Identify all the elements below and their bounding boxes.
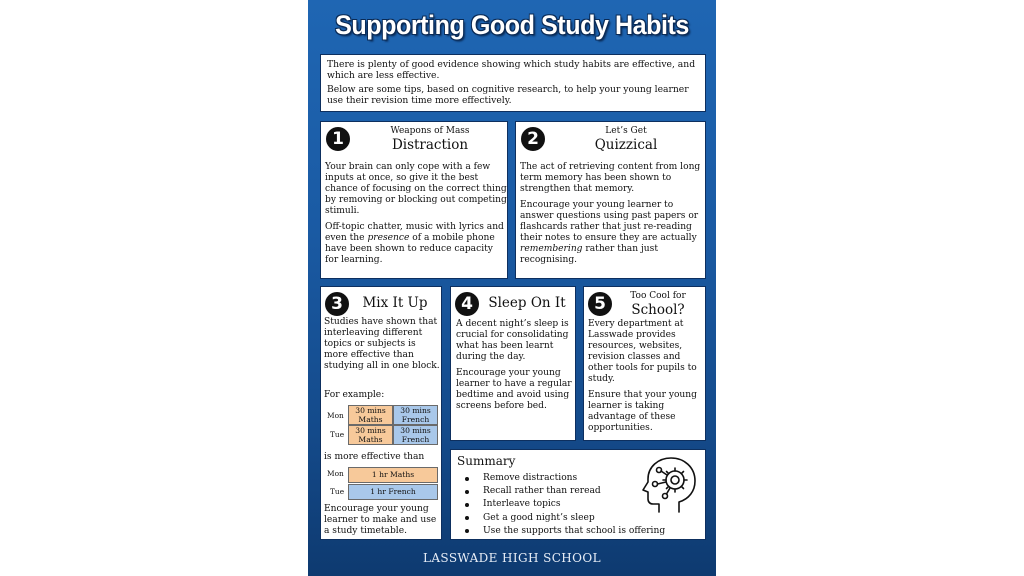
school-name: LASSWADE HIGH SCHOOL (422, 551, 602, 565)
summary-item (461, 525, 665, 538)
tip-2-text-a: Encourage your young learner to answer questions using past papers or flashcards rather that just re-reading their notes to ensure they are actually (520, 200, 699, 243)
tip-1-emphasis: presence (367, 233, 410, 243)
timetable-day-tue: Tue (330, 487, 345, 496)
bullet-icon (465, 490, 469, 494)
timetable-cell: 30 mins Maths (348, 425, 393, 445)
tip-2-text-b: rather than just recognising. (520, 244, 658, 265)
tip-4-box (450, 286, 576, 441)
timetable-day-mon: Mon (327, 411, 344, 420)
tip-2-heading: Quizzical (594, 137, 658, 153)
intro-paragraph-2: Below are some tips, based on cognitive research, to help your young learner use their revision time more effectively. (327, 84, 689, 106)
summary-item-text: Remove distractions (483, 473, 578, 483)
comparison-label: is more effective than (324, 452, 425, 462)
bullet-icon (465, 529, 469, 533)
tip-1-text-b: of a mobile phone have been shown to reduce capacity for learning. (325, 233, 495, 265)
tip-1-small-heading: Weapons of Mass (390, 126, 470, 136)
tip-1-text-a: Off-topic chatter, music with lyrics and even the (325, 222, 504, 243)
summary-item-text: Interleave topics (483, 499, 561, 510)
poster (308, 0, 716, 576)
intro-box (320, 54, 706, 112)
number-4-icon: 4 (455, 292, 479, 316)
tip-5-paragraph-2: Ensure that your young learner is taking advantage of these opportunities. (588, 390, 697, 433)
tip-2-paragraph-2 (520, 200, 704, 266)
tip-5-paragraph-1: Every department at Lasswade provides resources, websites, revision classes and other tools for pupils to study. (588, 319, 697, 384)
tip-1-paragraph-2 (325, 222, 507, 266)
tip-4-paragraph-1: A decent night’s sleep is crucial for consolidating what has been learnt during the day. (456, 319, 569, 362)
tip-4-heading: Sleep On It (488, 295, 566, 311)
tip-5-heading: School? (631, 302, 685, 318)
summary-item (461, 472, 665, 485)
timetable-day-tue: Tue (330, 430, 345, 439)
number-3-icon: 3 (325, 292, 349, 316)
tip-1-paragraph-1: Your brain can only cope with a few inputs at once, so give it the best chance of focusing on the correct thing by removing or blocking out competing stimuli. (325, 162, 507, 216)
tip-5-small-heading: Too Cool for (630, 291, 686, 301)
for-example-label: For example: (324, 390, 385, 400)
head-gears-icon (639, 454, 701, 516)
bullet-icon (465, 516, 469, 520)
tip-2-body (520, 162, 704, 271)
summary-title: Summary (457, 454, 516, 468)
tip-2-box (515, 121, 706, 279)
timetable-cell: 30 mins French (393, 405, 438, 425)
bullet-icon (465, 477, 469, 481)
tip-1-heading: Distraction (391, 137, 469, 153)
tip-2-paragraph-1: The act of retrieving content from long term memory has been shown to strengthen that memory. (520, 162, 701, 194)
poster-title: Supporting Good Study Habits (335, 10, 689, 40)
number-2-icon: 2 (521, 127, 545, 151)
summary-list (461, 472, 665, 538)
tip-5-body (588, 319, 704, 439)
timetable-cell: 1 hr Maths (348, 467, 438, 483)
timetable-day-mon: Mon (327, 469, 344, 478)
tip-3-paragraph-1: Studies have shown that interleaving different topics or subjects is more effective than studying all in one block. (324, 317, 440, 371)
summary-item-text: Get a good night’s sleep (483, 512, 595, 523)
tip-3-heading: Mix It Up (362, 295, 428, 311)
tip-1-box (320, 121, 508, 279)
tip-3-box (320, 286, 442, 540)
number-1-icon: 1 (326, 127, 350, 151)
tip-5-box (583, 286, 706, 441)
timetable-cell: 30 mins French (393, 425, 438, 445)
tip-3-paragraph-2: Encourage your young learner to make and use a study timetable. (324, 504, 437, 536)
number-5-icon: 5 (588, 292, 612, 316)
summary-item-text: Recall rather than reread (483, 486, 601, 497)
tip-2-small-heading: Let’s Get (605, 126, 647, 136)
tip-2-emphasis: remembering (520, 244, 583, 254)
intro-paragraph-1: There is plenty of good evidence showing which study habits are effective, and which are less effective. (327, 59, 696, 81)
summary-box (450, 449, 706, 540)
summary-item-text: Use the supports that school is offering (483, 525, 666, 536)
summary-item (461, 512, 665, 525)
timetable-cell: 30 mins Maths (348, 405, 393, 425)
tip-4-paragraph-2: Encourage your young learner to have a regular bedtime and avoid using screens before bed. (456, 368, 572, 411)
bullet-icon (465, 503, 469, 507)
summary-item (461, 485, 665, 498)
timetable-cell: 1 hr French (348, 484, 438, 500)
summary-item (461, 498, 665, 511)
tip-1-body (325, 162, 507, 271)
tip-4-body (456, 319, 574, 417)
